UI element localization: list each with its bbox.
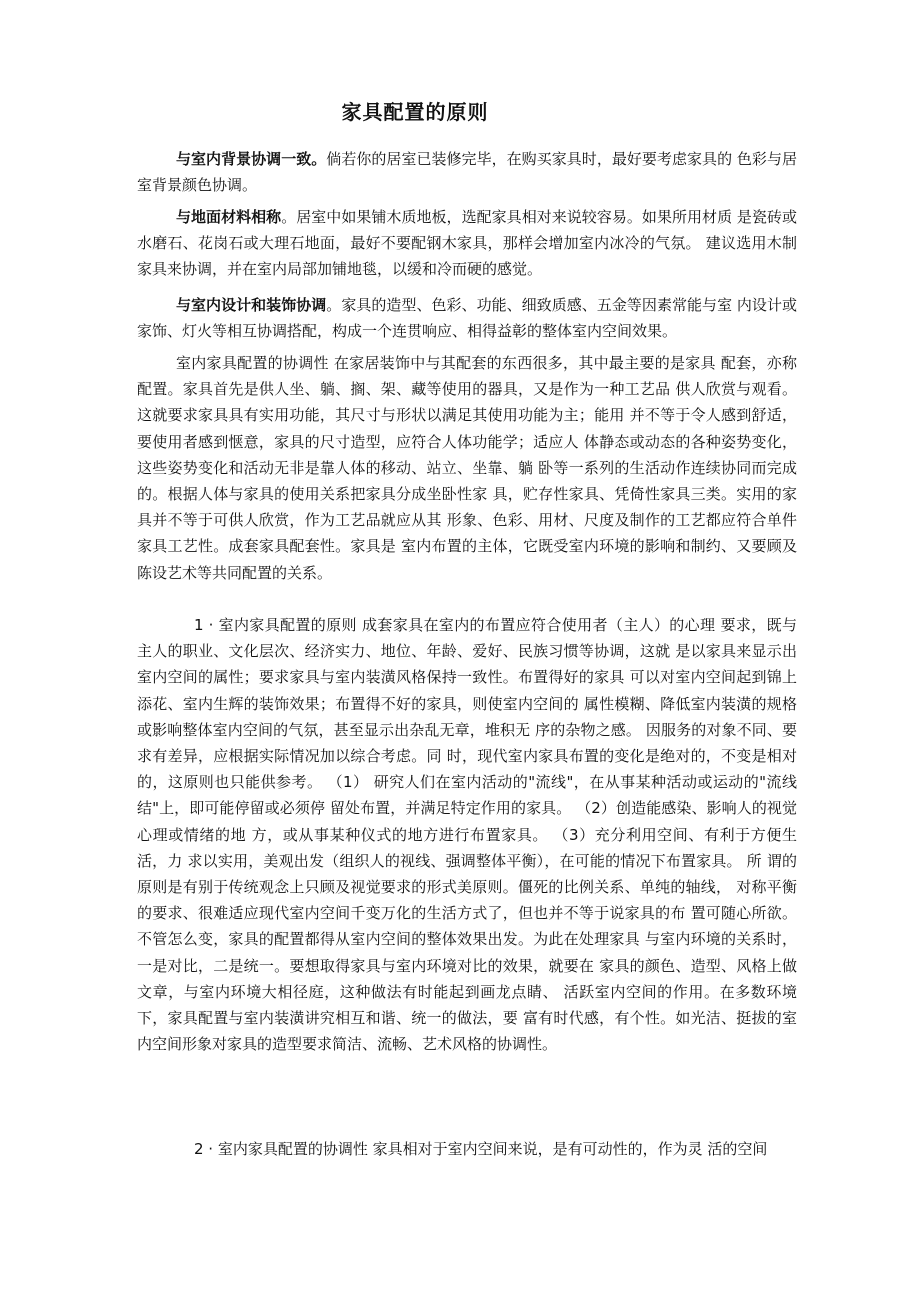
paragraph-text: 室内家具配置的协调性 在家居装饰中与其配套的东西很多，其中最主要的是家具 配套，亦称配置。家具首先是供人坐、躺、搁、架、藏等使用的器具，又是作为一种工艺品 供人欣赏与观看。这就要求家具具有实用功能，其尺寸与形状以满足其使用功能为主；能用 并不等于令人感到舒适，要使用者感到惬意，家具的尺寸造型，应符合人体功能学；适应人 体静态或动态的各种姿势变化，这些姿势变化和活动无非是靠人体的移动、站立、坐靠、躺 卧等一系列的生活动作连续协同而完成的。根据人体与家具的使用关系把家具分成坐卧性家 具，贮存性家具、凭倚性家具三类。实用的家具并不等于可供人欣赏，作为工艺品就应从其 形象、色彩、用材、尺度及制作的工艺都应符合单件家具工艺性。成套家具配套性。家具是 室内布置的主体，它既受室内环境的影响和制约、又要顾及陈设艺术等共同配置的关系。	[137, 354, 797, 582]
paragraph-lead: 与室内背景协调一致。	[176, 150, 327, 168]
paragraph-text: 2 · 室内家具配置的协调性 家具相对于室内空间来说，是有可动性的，作为灵 活的空间	[194, 1140, 768, 1158]
paragraph-principle-1	[137, 612, 797, 1057]
paragraph-text: 倘若你的居室已装修完毕，在购买家具时，最好要考虑家具的 色彩与居室背景颜色协调。	[137, 150, 797, 195]
paragraph-background	[137, 146, 797, 198]
document-title: 家具配置的原则	[341, 100, 489, 124]
paragraph-text: 。居室中如果铺木质地板，选配家具相对来说较容易。如果所用材质 是瓷砖或水磨石、花岗石或大理石地面，最好不要配钢木家具，那样会增加室内冰冷的气氛。 建议选用木制家具来协调，并在室内局部加铺地毯，以缓和冷而硬的感觉。	[137, 208, 797, 279]
paragraph-coordination	[137, 350, 797, 586]
paragraph-lead: 与地面材料相称	[176, 208, 282, 226]
paragraph-floor	[137, 204, 797, 283]
paragraph-design	[137, 292, 797, 344]
paragraph-principle-2	[137, 1136, 797, 1162]
paragraph-text: 。家具的造型、色彩、功能、细致质感、五金等因素常能与室 内设计或家饰、灯火等相互协调搭配，构成一个连贯响应、相得益彰的整体室内空间效果。	[137, 296, 797, 341]
paragraph-lead: 与室内设计和装饰协调	[176, 296, 327, 314]
paragraph-text: 1 · 室内家具配置的原则 成套家具在室内的布置应符合使用者（主人）的心理 要求，既与主人的职业、文化层次、经济实力、地位、年龄、爱好、民族习惯等协调，这就 是以家具来显示出室内空间的属性；要求家具与室内装潢风格保持一致性。布置得好的家具 可以对室内空间起到锦上添花、室内生辉的装饰效果；布置得不好的家具，则使室内空间的 属性模糊、降低室内装潢的规格或影响整体室内空间的气氛，甚至显示出杂乱无章，堆积无 序的杂物之感。 因服务的对象不同、要求有差异，应根据实际情况加以综合考虑。同 时，现代室内家具布置的变化是绝对的，不变是相对的，这原则也只能供参考。 （1） 研究人们在室内活动的"流线"，在从事某种活动或运动的"流线结"上，即可能停留或必须停 留处布置，并满足特定作用的家具。 （2）创造能感染、影响人的视觉心理或情绪的地 方，或从事某种仪式的地方进行布置家具。 （3）充分利用空间、有利于方便生活，力 求以实用，美观出发（组织人的视线、强调整体平衡），在可能的情况下布置家具。 所 谓的原则是有别于传统观念上只顾及视觉要求的形式美原则。僵死的比例关系、单纯的轴线， 对称平衡的要求、很难适应现代室内空间千变万化的生活方式了，但也并不等于说家具的布 置可随心所欲。不管怎么变，家具的配置都得从室内空间的整体效果出发。为此在处理家具 与室内环境的关系时，一是对比，二是统一。要想取得家具与室内环境对比的效果，就要在 家具的颜色、造型、风格上做文章，与室内环境大相径庭，这种做法有时能起到画龙点睛、 活跃室内空间的作用。在多数环境下，家具配置与室内装潢讲究相互和谐、统一的做法，要 富有时代感，有个性。如光洁、挺拔的室内空间形象对家具的造型要求简洁、流畅、艺术风格的协调性。	[137, 616, 797, 1054]
